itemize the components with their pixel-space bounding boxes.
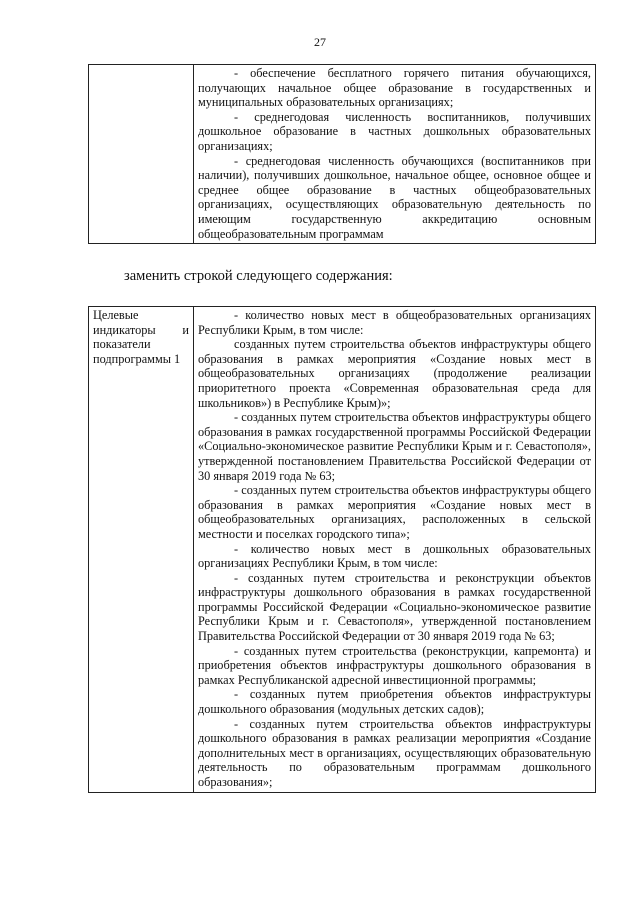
- row-label-cell: [89, 65, 194, 244]
- list-item: - созданных путем строительства и реконструкции объектов инфраструктуры дошкольного образования в рамках государственной программы Российской Федерации «Социально-экономическое развитие Республики Крым и г. Севастополя», утвержденной постановлением Правительства Российской Федерации от 30 января 2019 года № 63;: [198, 570, 591, 644]
- top-table: [88, 64, 596, 244]
- bottom-table: [88, 306, 596, 793]
- list-item: - созданных путем приобретения объектов инфраструктуры дошкольного образования (модульных детских садов);: [198, 687, 591, 717]
- list-item: - созданных путем строительства объектов инфраструктуры дошкольного образования в рамках реализации мероприятия «Создание дополнительных мест в организациях, осуществляющих образовательную деятельность по образовательным программам дошкольного образования»;: [198, 716, 591, 789]
- list-item: - количество новых мест в дошкольных образовательных организациях Республики Крым, в том числе:: [198, 541, 591, 571]
- table-row: [89, 65, 596, 244]
- replacement-instruction: заменить строкой следующего содержания:: [124, 268, 393, 284]
- list-item: - созданных путем строительства (реконструкции, капремонта) и приобретения объектов инфраструктуры дошкольного образования в рамках Республиканской адресной инвестиционной программы;: [198, 643, 591, 687]
- row-content-cell: [194, 65, 596, 244]
- table-row: [89, 307, 596, 793]
- list-item: созданных путем строительства объектов инфраструктуры общего образования в рамках мероприятия «Создание новых мест в общеобразовательных организациях (продолжение реализации приоритетного проекта «Современная образовательная среда для школьников») в Республике Крым)»;: [198, 337, 591, 410]
- page-number: 27: [314, 35, 326, 49]
- list-item: - обеспечение бесплатного горячего питания обучающихся, получающих начальное общее образование в государственных и муниципальных образовательных организациях;: [198, 66, 591, 110]
- row-label-cell: Целевые индикаторы и показатели подпрограммы 1: [89, 307, 194, 793]
- list-item: - среднегодовая численность обучающихся (воспитанников при наличии), получивших дошкольное, начальное общее, основное общее и среднее общее образование в частных общеобразовательных организациях, осуществляющих образовательную деятельность по имеющим государственную аккредитацию основным общеобразовательным программам: [198, 153, 591, 241]
- list-item: - созданных путем строительства объектов инфраструктуры общего образования в рамках государственной программы Российской Федерации «Социально-экономическое развитие Республики Крым и г. Севастополя», утвержденной постановлением Правительства Российской Федерации от 30 января 2019 года № 63;: [198, 410, 591, 483]
- row-content-cell: [194, 307, 596, 793]
- list-item: - среднегодовая численность воспитанников, получивших дошкольное образование в частных дошкольных образовательных организациях;: [198, 109, 591, 153]
- list-item: - количество новых мест в общеобразовательных организациях Республики Крым, в том числе:: [198, 308, 591, 337]
- list-item: - созданных путем строительства объектов инфраструктуры общего образования в рамках мероприятия «Создание новых мест в общеобразовательных организациях, расположенных в сельской местности и поселках городского типа»;: [198, 483, 591, 541]
